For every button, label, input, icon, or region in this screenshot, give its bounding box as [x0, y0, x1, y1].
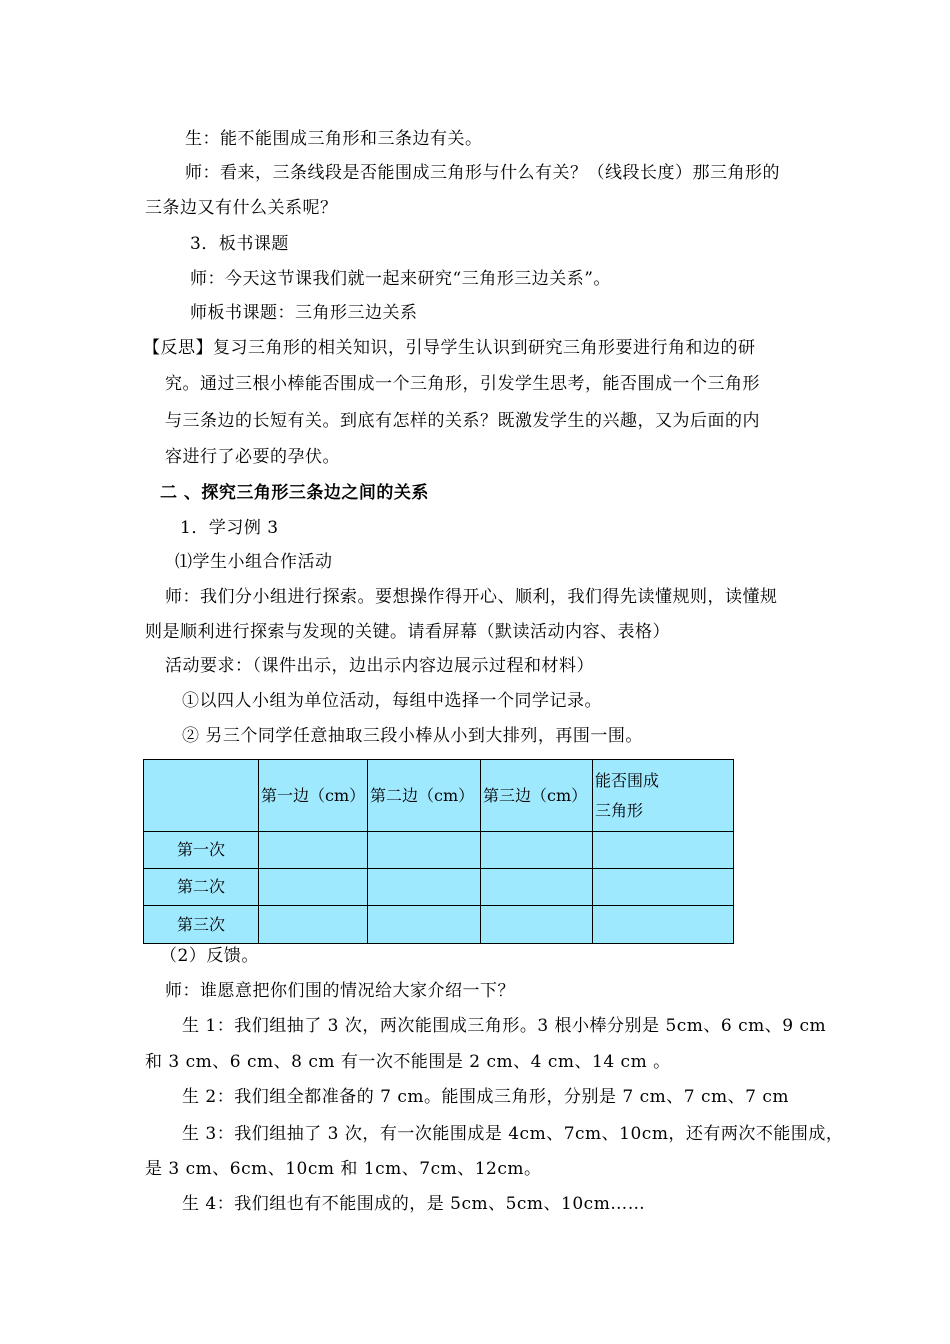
table-cell: [259, 832, 368, 869]
paragraph: 三条边又有什么关系呢？: [145, 198, 338, 218]
paragraph: 师板书课题：三角形三边关系: [190, 303, 418, 323]
table-cell: [593, 906, 734, 944]
table-corner-cell: [144, 760, 259, 832]
subsection-heading: （2）反馈。: [160, 946, 259, 966]
list-item: ② 另三个同学任意抽取三段小棒从小到大排列，再围一围。: [182, 726, 643, 746]
table-row-label: 第二次: [144, 869, 259, 906]
table-cell: [481, 832, 593, 869]
paragraph: 生 4：我们组也有不能围成的，是 5cm、5cm、10cm……: [182, 1194, 646, 1214]
table-row: [144, 906, 734, 944]
paragraph: 生 3：我们组抽了 3 次，有一次能围成是 4cm、7cm、10cm，还有两次不能围成，: [182, 1124, 844, 1144]
subsection-heading: ⑴学生小组合作活动: [175, 552, 333, 572]
section-heading: 3．板书课题: [190, 234, 289, 254]
reflection-paragraph: 容进行了必要的孕伏。: [165, 447, 340, 467]
table-header-cell: [593, 760, 734, 832]
paragraph: 和 3 cm、6 cm、8 cm 有一次不能围是 2 cm、4 cm、14 cm 。: [145, 1052, 671, 1072]
table-row-label: 第一次: [144, 832, 259, 869]
subsection-heading: 1．学习例 3: [180, 518, 279, 538]
table-cell: [368, 832, 481, 869]
section-heading: 二 、探究三角形三条边之间的关系: [160, 483, 429, 503]
table-row-label: 第三次: [144, 906, 259, 944]
paragraph: 师：我们分小组进行探索。要想操作得开心、顺利，我们得先读懂规则，读懂规: [165, 587, 778, 607]
paragraph: 生 2：我们组全都准备的 7 cm。能围成三角形，分别是 7 cm、7 cm、7 cm: [182, 1087, 789, 1107]
paragraph: 生 1：我们组抽了 3 次，两次能围成三角形。3 根小棒分别是 5cm、6 cm、9 cm: [182, 1016, 827, 1036]
table-cell: [481, 906, 593, 944]
paragraph: 师：今天这节课我们就一起来研究“三角形三边关系”。: [190, 269, 611, 289]
table-cell: [593, 869, 734, 906]
reflection-paragraph: 与三条边的长短有关。到底有怎样的关系？既激发学生的兴趣，又为后面的内: [165, 411, 760, 431]
table-cell: [259, 906, 368, 944]
list-item: ①以四人小组为单位活动，每组中选择一个同学记录。: [182, 691, 602, 711]
table-header-cell: 第二边（cm）: [368, 760, 481, 832]
table-cell: [368, 906, 481, 944]
table-header-line: 三角形: [595, 800, 644, 820]
table-cell: [259, 869, 368, 906]
table-cell: [481, 869, 593, 906]
table-row: [144, 869, 734, 906]
paragraph: 师：谁愿意把你们围的情况给大家介绍一下？: [165, 981, 515, 1001]
activity-record-table: [143, 759, 734, 944]
paragraph: 师：看来，三条线段是否能围成三角形与什么有关？（线段长度）那三角形的: [185, 163, 780, 183]
paragraph: 是 3 cm、6cm、10cm 和 1cm、7cm、12cm。: [145, 1159, 542, 1179]
reflection-paragraph: 究。通过三根小棒能否围成一个三角形，引发学生思考，能否围成一个三角形: [165, 374, 760, 394]
table-cell: [593, 832, 734, 869]
table-cell: [368, 869, 481, 906]
reflection-paragraph: 【反思】复习三角形的相关知识，引导学生认识到研究三角形要进行角和边的研: [143, 338, 756, 358]
table-header-row: [144, 760, 734, 832]
paragraph: 则是顺利进行探索与发现的关键。请看屏幕（默读活动内容、表格）: [145, 622, 670, 642]
table-header-cell: 第三边（cm）: [481, 760, 593, 832]
table-header-cell: 第一边（cm）: [259, 760, 368, 832]
table-row: [144, 832, 734, 869]
table-header-line: 能否围成: [595, 770, 660, 790]
paragraph: 生：能不能围成三角形和三条边有关。: [185, 129, 483, 149]
paragraph: 活动要求：（课件出示，边出示内容边展示过程和材料）: [165, 656, 594, 676]
